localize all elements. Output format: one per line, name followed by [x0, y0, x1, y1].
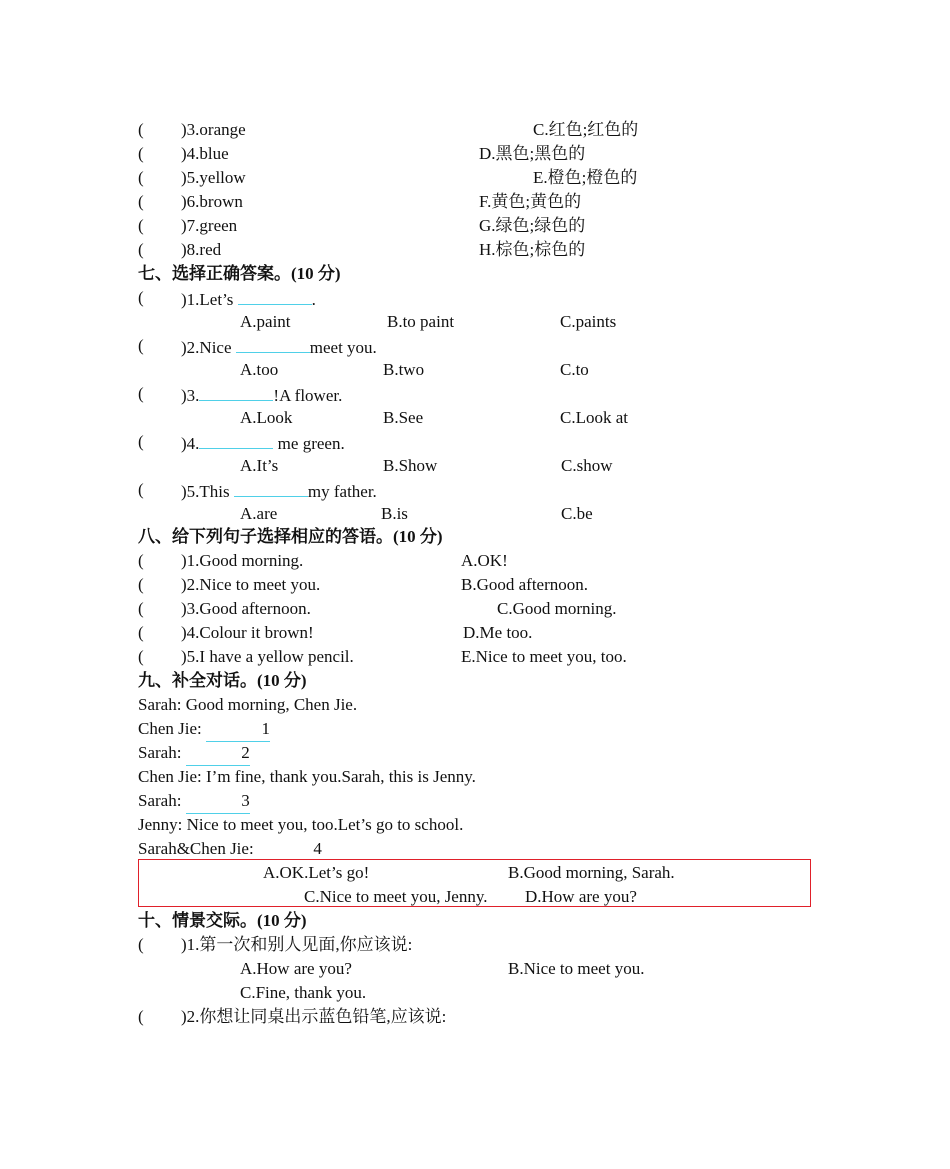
- matching-option: D.黑色;黑色的: [479, 144, 586, 163]
- matching-item: )6.brown: [181, 192, 243, 211]
- paren: (: [138, 432, 144, 451]
- dialog-blank[interactable]: 2: [186, 741, 250, 766]
- section-title: 九、补全对话。(10 分): [138, 671, 307, 690]
- question: [181, 430, 345, 454]
- answer-option: C.Good morning.: [497, 599, 617, 618]
- question-text: )4.: [181, 434, 200, 453]
- matching-item: )5.yellow: [181, 168, 246, 187]
- paren: (: [138, 120, 144, 139]
- paren: (: [138, 551, 144, 570]
- speaker: Sarah:: [138, 791, 186, 810]
- dialog-line: [138, 789, 250, 813]
- section-title: 七、选择正确答案。(10 分): [138, 264, 341, 283]
- dialog-blank[interactable]: 3: [186, 789, 250, 814]
- question-text: )3.: [181, 386, 200, 405]
- option: B.Nice to meet you.: [508, 959, 645, 978]
- paren: (: [138, 288, 144, 307]
- answer-option: B.Good afternoon.: [461, 575, 589, 594]
- dialog-text: Nice to meet you, too.Let’s go to school.: [186, 815, 464, 834]
- answer-blank[interactable]: [199, 382, 273, 401]
- dialog-blank[interactable]: 1: [206, 717, 270, 742]
- speaker: Chen Jie:: [138, 767, 206, 786]
- option: C.Look at: [560, 408, 628, 427]
- section-title: 十、情景交际。(10 分): [138, 911, 307, 930]
- question: )1.第一次和别人见面,你应该说:: [181, 935, 413, 954]
- dialog-choice: B.Good morning, Sarah.: [508, 863, 675, 882]
- paren: (: [138, 192, 144, 211]
- option: A.Look: [240, 408, 293, 427]
- option: B.two: [383, 360, 425, 379]
- question: [181, 478, 377, 502]
- question-text: .: [311, 290, 316, 309]
- question-text: meet you.: [309, 338, 377, 357]
- matching-option: F.黄色;黄色的: [479, 192, 582, 211]
- question: )4.Colour it brown!: [181, 623, 314, 642]
- paren: (: [138, 647, 144, 666]
- speaker: Sarah:: [138, 695, 186, 714]
- question-text: )5.This: [181, 482, 234, 501]
- option: A.How are you?: [240, 959, 352, 978]
- paren: (: [138, 623, 144, 642]
- question: )2.Nice to meet you.: [181, 575, 321, 594]
- answer-blank[interactable]: [236, 334, 310, 353]
- question: )5.I have a yellow pencil.: [181, 647, 354, 666]
- dialog-line: [138, 717, 270, 741]
- dialog-line: [138, 693, 357, 717]
- speaker: Sarah:: [138, 743, 186, 762]
- matching-item: )4.blue: [181, 144, 229, 163]
- answer-option: E.Nice to meet you, too.: [461, 647, 627, 666]
- question: )2.你想让同桌出示蓝色铅笔,应该说:: [181, 1007, 447, 1026]
- option: B.to paint: [387, 312, 455, 331]
- dialog-choice: C.Nice to meet you, Jenny.: [304, 887, 488, 906]
- dialog-text: I’m fine, thank you.Sarah, this is Jenny.: [206, 767, 476, 786]
- dialog-choice: D.How are you?: [525, 887, 637, 906]
- paren: (: [138, 575, 144, 594]
- option: B.Show: [383, 456, 438, 475]
- question-text: me green.: [273, 434, 345, 453]
- question-text: )2.Nice: [181, 338, 236, 357]
- question-text: )1.Let’s: [181, 290, 238, 309]
- question-text: !A flower.: [273, 386, 343, 405]
- paren: (: [138, 216, 144, 235]
- speaker: Chen Jie:: [138, 719, 206, 738]
- matching-item: )8.red: [181, 240, 222, 259]
- matching-option: C.红色;红色的: [533, 120, 639, 139]
- answer-option: A.OK!: [461, 551, 508, 570]
- option: C.Fine, thank you.: [240, 983, 367, 1002]
- question: )1.Good morning.: [181, 551, 304, 570]
- option: B.is: [381, 504, 408, 523]
- question: )3.Good afternoon.: [181, 599, 311, 618]
- option: C.to: [560, 360, 589, 379]
- speaker: Sarah&Chen Jie:: [138, 839, 258, 858]
- paren: (: [138, 336, 144, 355]
- paren: (: [138, 480, 144, 499]
- matching-option: E.橙色;橙色的: [533, 168, 638, 187]
- dialog-line: [138, 765, 476, 789]
- question: [181, 382, 342, 406]
- dialog-choice: A.OK.Let’s go!: [263, 863, 370, 882]
- paren: (: [138, 1007, 144, 1026]
- dialog-line: [138, 741, 250, 765]
- paren: (: [138, 168, 144, 187]
- matching-item: )7.green: [181, 216, 238, 235]
- option: C.be: [561, 504, 593, 523]
- option: C.paints: [560, 312, 617, 331]
- option: A.are: [240, 504, 278, 523]
- paren: (: [138, 240, 144, 259]
- answer-blank[interactable]: [238, 286, 312, 305]
- paren: (: [138, 384, 144, 403]
- answer-option: D.Me too.: [463, 623, 533, 642]
- option: B.See: [383, 408, 424, 427]
- option: C.show: [561, 456, 613, 475]
- question: [181, 334, 377, 358]
- question-text: my father.: [307, 482, 377, 501]
- dialog-line: [138, 837, 322, 861]
- dialog-blank[interactable]: 4: [313, 839, 322, 858]
- option: A.It’s: [240, 456, 279, 475]
- paren: (: [138, 935, 144, 954]
- answer-blank[interactable]: [199, 430, 273, 449]
- dialog-text: Good morning, Chen Jie.: [185, 695, 358, 714]
- answer-blank[interactable]: [234, 478, 308, 497]
- paren: (: [138, 144, 144, 163]
- matching-item: )3.orange: [181, 120, 246, 139]
- matching-option: G.绿色;绿色的: [479, 216, 586, 235]
- option: A.too: [240, 360, 279, 379]
- dialog-line: [138, 813, 463, 837]
- question: [181, 286, 316, 310]
- paren: (: [138, 599, 144, 618]
- option: A.paint: [240, 312, 291, 331]
- speaker: Jenny:: [138, 815, 187, 834]
- section-title: 八、给下列句子选择相应的答语。(10 分): [138, 527, 443, 546]
- matching-option: H.棕色;棕色的: [479, 240, 586, 259]
